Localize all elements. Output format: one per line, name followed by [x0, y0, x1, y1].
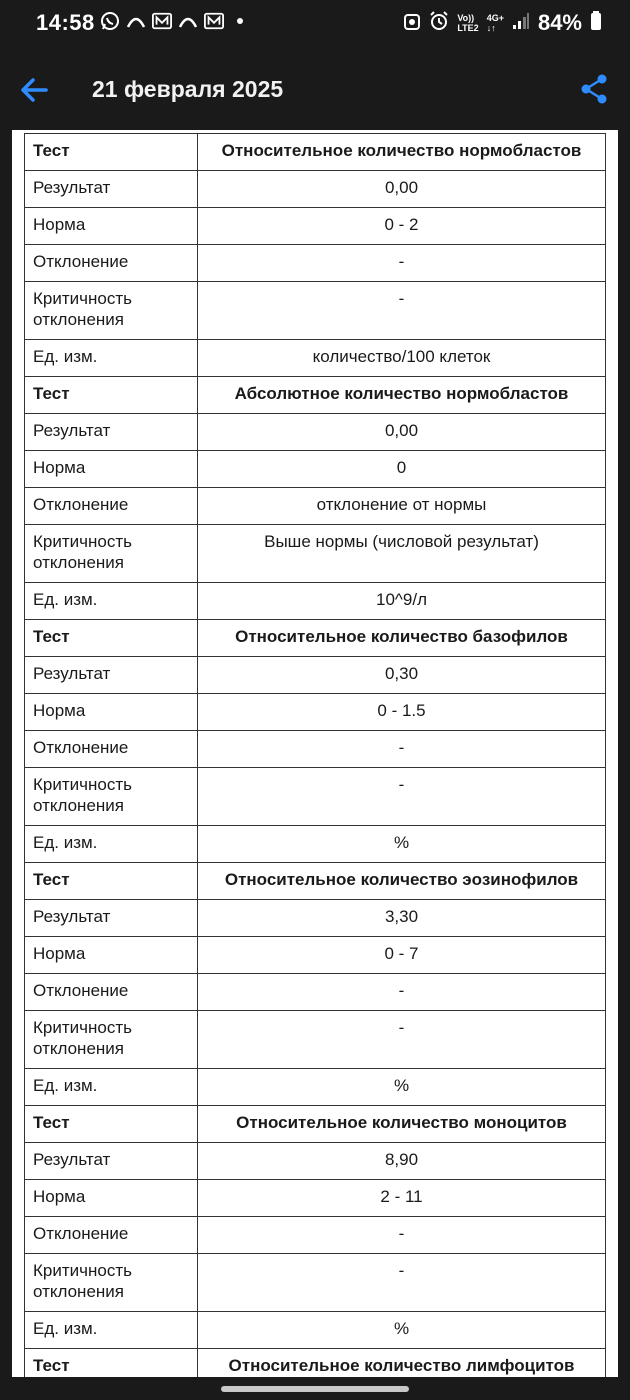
back-button[interactable]: [18, 74, 50, 106]
result-row: [25, 171, 606, 208]
deviation-label: Отклонение: [25, 245, 198, 282]
norm-value: 0 - 1.5: [198, 694, 606, 731]
unit-row: [25, 583, 606, 620]
test-header-row: [25, 377, 606, 414]
norm-value: 2 - 11: [198, 1180, 606, 1217]
result-value: 8,90: [198, 1143, 606, 1180]
norm-label: Норма: [25, 1180, 198, 1217]
result-row: [25, 900, 606, 937]
result-row: [25, 414, 606, 451]
criticality-value: -: [198, 1011, 606, 1069]
battery-icon: [590, 11, 602, 36]
notification-icons: [100, 11, 250, 31]
deviation-row: [25, 974, 606, 1011]
criticality-value: Выше нормы (числовой результат): [198, 525, 606, 583]
result-row: [25, 657, 606, 694]
norm-row: [25, 208, 606, 245]
metro-icon-2: [204, 11, 224, 31]
deviation-row: [25, 1217, 606, 1254]
unit-row: [25, 340, 606, 377]
test-label: Тест: [25, 620, 198, 657]
criticality-row: [25, 1254, 606, 1312]
norm-value: 0 - 2: [198, 208, 606, 245]
norm-row: [25, 451, 606, 488]
test-header-row: [25, 134, 606, 171]
test-name: Относительное количество моноцитов: [198, 1106, 606, 1143]
test-label: Тест: [25, 863, 198, 900]
criticality-value: -: [198, 1254, 606, 1312]
result-value: 0,30: [198, 657, 606, 694]
deviation-label: Отклонение: [25, 488, 198, 525]
result-label: Результат: [25, 1143, 198, 1180]
data-arrows-icon: ↓↑: [486, 23, 496, 33]
result-label: Результат: [25, 900, 198, 937]
criticality-row: [25, 282, 606, 340]
criticality-value: -: [198, 282, 606, 340]
more-notifications-dot-icon: [230, 11, 250, 31]
norm-label: Норма: [25, 937, 198, 974]
test-label: Тест: [25, 1106, 198, 1143]
unit-row: [25, 826, 606, 863]
battery-percent: 84%: [537, 10, 582, 35]
unit-label: Ед. изм.: [25, 1069, 198, 1106]
result-value: 3,30: [198, 900, 606, 937]
network-type-label: 4G+: [486, 13, 504, 23]
unit-value: 10^9/л: [198, 583, 606, 620]
norm-row: [25, 694, 606, 731]
app-bar: [0, 60, 630, 120]
norm-value: 0 - 7: [198, 937, 606, 974]
deviation-label: Отклонение: [25, 1217, 198, 1254]
unit-value: %: [198, 1312, 606, 1349]
criticality-label: Критичность отклонения: [25, 282, 198, 340]
criticality-label: Критичность отклонения: [25, 525, 198, 583]
result-value: 0,00: [198, 414, 606, 451]
deviation-value: -: [198, 245, 606, 282]
unit-row: [25, 1312, 606, 1349]
status-time: 14:58: [36, 10, 95, 35]
volte-top-label: Vo)): [457, 13, 475, 23]
norm-value: 0: [198, 451, 606, 488]
deviation-label: Отклонение: [25, 731, 198, 768]
criticality-value: -: [198, 768, 606, 826]
criticality-label: Критичность отклонения: [25, 768, 198, 826]
whatsapp-icon: [100, 11, 120, 31]
deviation-value: -: [198, 731, 606, 768]
test-header-row: [25, 863, 606, 900]
unit-value: количество/100 клеток: [198, 340, 606, 377]
result-label: Результат: [25, 414, 198, 451]
norm-label: Норма: [25, 694, 198, 731]
criticality-row: [25, 525, 606, 583]
test-label: Тест: [25, 134, 198, 171]
results-content[interactable]: [12, 130, 618, 1377]
network-type-indicator: [487, 13, 504, 33]
result-value: 0,00: [198, 171, 606, 208]
unit-label: Ед. изм.: [25, 1312, 198, 1349]
back-arrow-icon: [18, 74, 50, 106]
criticality-label: Критичность отклонения: [25, 1011, 198, 1069]
test-name: Относительное количество эозинофилов: [198, 863, 606, 900]
norm-label: Норма: [25, 208, 198, 245]
test-name: Относительное количество лимфоцитов: [198, 1349, 606, 1378]
test-name: Относительное количество базофилов: [198, 620, 606, 657]
status-right: [403, 10, 602, 36]
unit-value: %: [198, 1069, 606, 1106]
result-label: Результат: [25, 171, 198, 208]
unit-label: Ед. изм.: [25, 340, 198, 377]
test-name: Абсолютное количество нормобластов: [198, 377, 606, 414]
norm-label: Норма: [25, 451, 198, 488]
page-title: 21 февраля 2025: [92, 76, 284, 102]
deviation-value: отклонение от нормы: [198, 488, 606, 525]
norm-row: [25, 1180, 606, 1217]
volte-bottom-label: LTE2: [457, 23, 479, 33]
home-indicator[interactable]: [221, 1386, 409, 1392]
criticality-row: [25, 768, 606, 826]
criticality-row: [25, 1011, 606, 1069]
arc-icon-2: [178, 11, 198, 31]
share-button[interactable]: [580, 74, 608, 104]
unit-label: Ед. изм.: [25, 583, 198, 620]
volte-indicator: [457, 13, 478, 33]
unit-row: [25, 1069, 606, 1106]
test-label: Тест: [25, 1349, 198, 1378]
test-header-row: [25, 1106, 606, 1143]
deviation-row: [25, 731, 606, 768]
deviation-value: -: [198, 1217, 606, 1254]
arc-icon: [126, 11, 146, 31]
test-label: Тест: [25, 377, 198, 414]
deviation-row: [25, 245, 606, 282]
deviation-row: [25, 488, 606, 525]
alarm-icon: [429, 11, 449, 36]
unit-value: %: [198, 826, 606, 863]
criticality-label: Критичность отклонения: [25, 1254, 198, 1312]
deviation-value: -: [198, 974, 606, 1011]
share-icon: [580, 74, 608, 104]
deviation-label: Отклонение: [25, 974, 198, 1011]
metro-icon: [152, 11, 172, 31]
results-table: [24, 133, 606, 1377]
unit-label: Ед. изм.: [25, 826, 198, 863]
test-name: Относительное количество нормобластов: [198, 134, 606, 171]
result-label: Результат: [25, 657, 198, 694]
test-header-row: [25, 620, 606, 657]
norm-row: [25, 937, 606, 974]
result-row: [25, 1143, 606, 1180]
signal-icon: [512, 12, 530, 35]
test-header-row: [25, 1349, 606, 1378]
status-bar: [0, 0, 630, 46]
sync-icon: [403, 11, 421, 36]
